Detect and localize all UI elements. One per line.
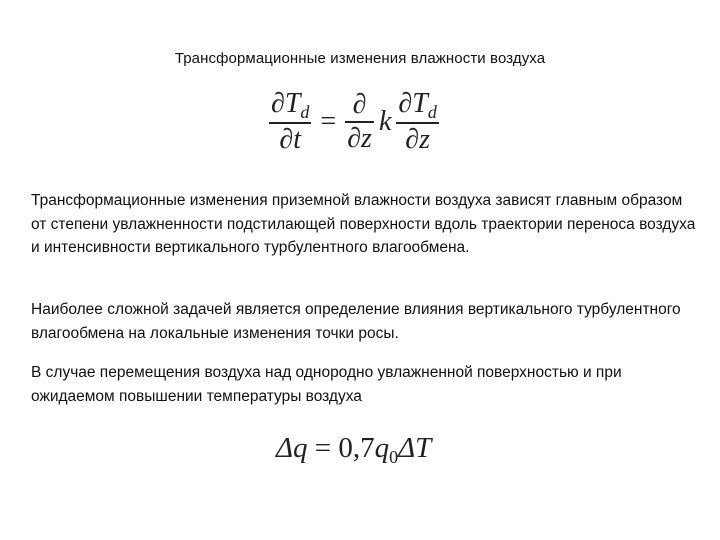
slide-title: Трансформационные изменения влажности воздуха <box>174 50 546 67</box>
rhs-numerator <box>396 88 438 122</box>
coefficient-k: k <box>378 106 392 137</box>
rhs-num-symbol: ∂T <box>398 88 428 120</box>
mid-numerator: ∂ <box>352 89 367 121</box>
rhs-num-subscript: d <box>427 102 437 123</box>
paragraph-3: В случае перемещения воздуха над однородно увлажненной поверхностью и при ожидаемом повышении температуры воздуха <box>31 364 622 405</box>
equation-equals: = <box>307 432 339 464</box>
lhs-denominator: ∂t <box>279 123 302 155</box>
equation-q: q <box>374 432 390 464</box>
lhs-numerator <box>269 88 311 122</box>
paragraph-1: Трансформационные изменения приземной влажности воздуха зависят главным образом от степени увлажненности подстилающей поверхности вдоль траектории переноса воздуха и интенсивности вертикального турбулентного влагообмена. <box>31 192 696 256</box>
lhs-num-subscript: d <box>300 102 310 123</box>
mid-denominator: ∂z <box>347 122 372 154</box>
mid-fraction <box>345 89 374 154</box>
rhs-denominator: ∂z <box>405 123 430 155</box>
lhs-fraction <box>269 88 311 155</box>
rhs-fraction <box>396 88 438 155</box>
equation-rhs: ΔT <box>398 432 432 464</box>
paragraph-2: Наиболее сложной задачей является определение влияния вертикального турбулентного влагообмена на локальные изменения точки росы. <box>31 301 681 342</box>
partial-derivative-equation <box>266 82 442 162</box>
equals-sign: = <box>320 106 337 137</box>
dew-point-equation <box>276 432 431 465</box>
equation-coefficient: 0,7 <box>338 432 375 464</box>
lhs-num-symbol: ∂T <box>271 88 301 120</box>
equation-q-subscript: 0 <box>389 447 399 467</box>
equation-lhs: Δq <box>276 432 308 464</box>
